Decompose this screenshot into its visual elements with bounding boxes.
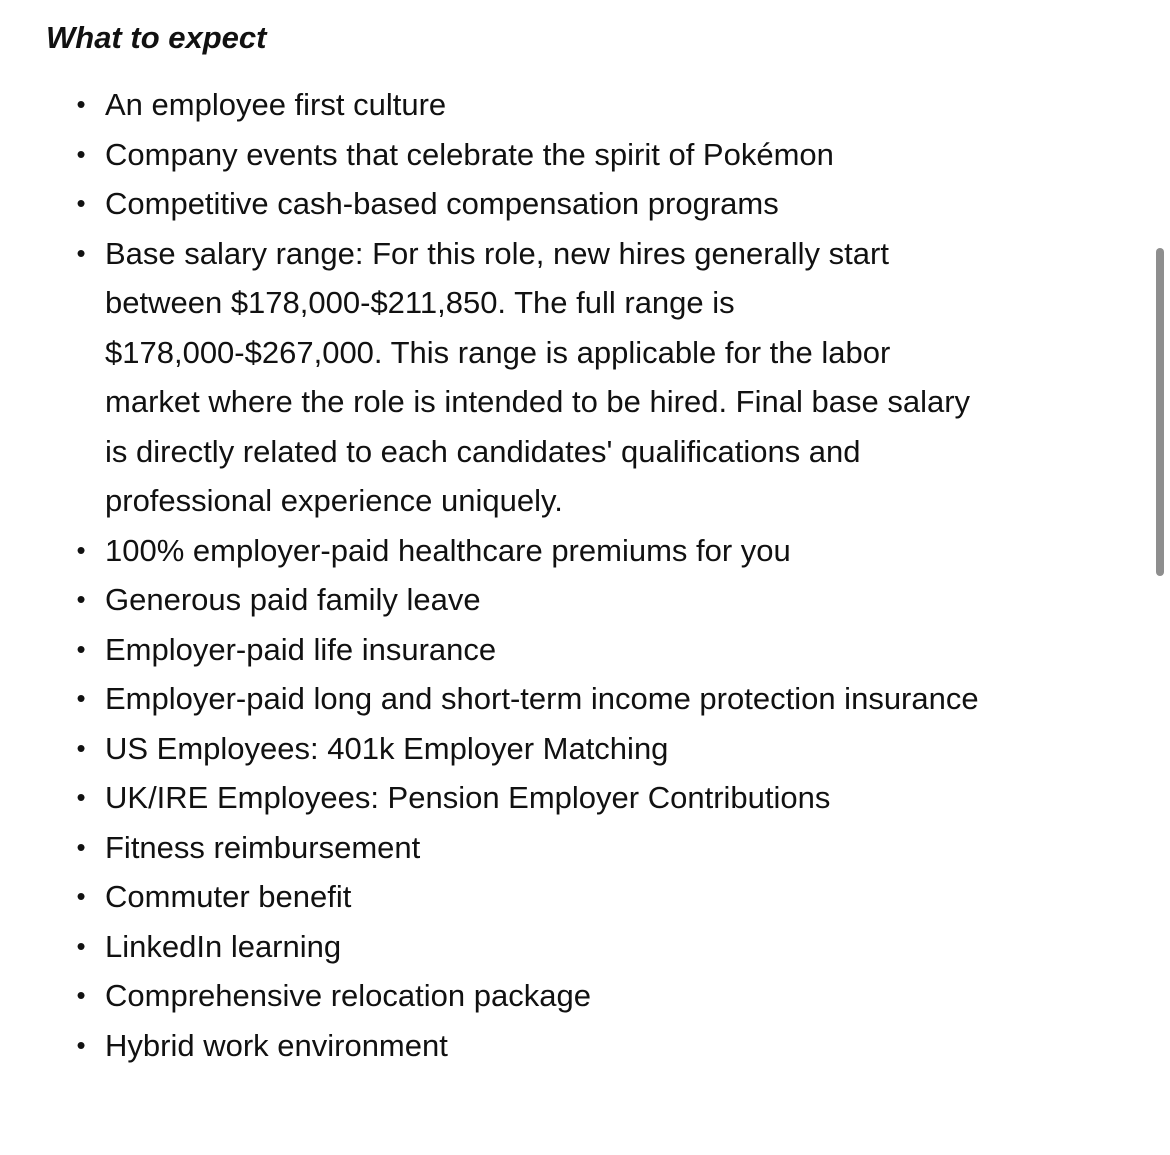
list-item-text: UK/IRE Employees: Pension Employer Contributions [105,780,831,815]
list-item [76,179,980,229]
list-item [76,575,980,625]
list-item [76,823,980,873]
list-item-text: Base salary range: For this role, new hires generally start between $178,000-$211,850. The full range is $178,000-$267,000. This range is applicable for the labor market where the role is intended to be hired. Final base salary is directly related to each candidates' qualifications and professional experience uniquely. [105,235,971,518]
list-item [76,130,980,180]
bullet-icon: • [76,89,86,119]
scrollbar-thumb[interactable] [1156,248,1164,576]
list-item-text: Employer-paid life insurance [105,631,497,667]
list-item-text: Hybrid work environment [105,1027,448,1063]
benefits-list [0,80,980,1070]
list-item-text: US Employees: 401k Employer Matching [105,730,669,766]
list-item [76,1021,980,1071]
list-item-text: Competitive cash-based compensation programs [105,186,779,221]
list-item [76,971,980,1021]
bullet-icon: • [76,881,86,911]
list-item [76,80,980,130]
bullet-icon: • [76,237,86,268]
bullet-icon: • [76,138,86,169]
bullet-icon: • [76,782,86,812]
bullet-icon: • [76,534,86,565]
bullet-icon: • [76,732,86,763]
list-item [76,872,980,922]
list-item [76,229,980,526]
bullet-icon: • [76,633,86,664]
list-item-text: 100% employer-paid healthcare premiums for you [105,532,791,568]
bullet-icon: • [76,980,86,1010]
bullet-icon: • [76,188,86,218]
vertical-scrollbar[interactable] [1154,0,1166,1155]
bullet-icon: • [76,584,86,614]
bullet-icon: • [76,930,86,961]
list-item-text: Fitness reimbursement [105,829,421,865]
list-item-text: Generous paid family leave [105,582,481,617]
list-item [76,526,980,576]
list-item-text: LinkedIn learning [105,928,342,964]
list-item-text: Comprehensive relocation package [105,978,591,1013]
list-item [76,674,980,724]
bullet-icon: • [76,831,86,862]
list-item-text: Commuter benefit [105,879,352,914]
list-item-text: Company events that celebrate the spirit of Pokémon [105,136,834,172]
list-item-text: An employee first culture [105,87,447,122]
list-item-text: Employer-paid long and short-term income protection insurance [105,681,979,716]
list-item [76,625,980,675]
list-item [76,724,980,774]
bullet-icon: • [76,683,86,713]
list-item [76,922,980,972]
section-heading: What to expect [46,20,267,55]
bullet-icon: • [76,1029,86,1060]
list-item [76,773,980,823]
